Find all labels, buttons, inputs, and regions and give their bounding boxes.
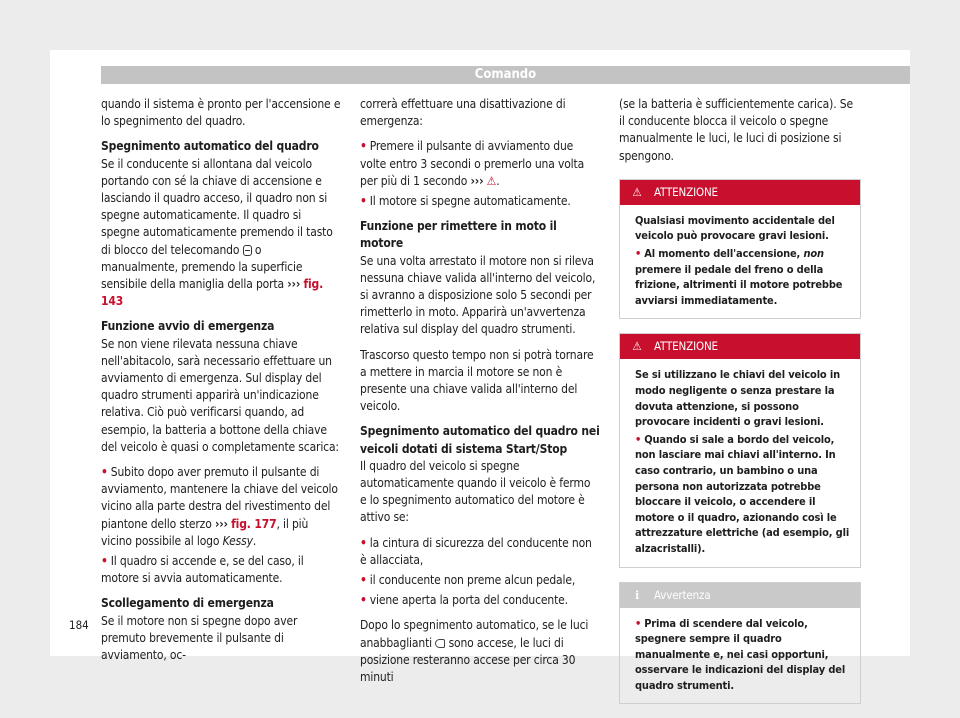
paragraph: Il quadro del veicolo si spegne automaticamente quando il veicolo è fermo e lo spegnimento automatico del motore è attivo se: xyxy=(360,458,591,525)
bullet-icon: • xyxy=(360,194,367,209)
warning-header: ⚠ ATTENZIONE xyxy=(620,180,860,205)
note-body xyxy=(620,608,860,704)
warning-body: Se si utilizzano le chiavi del veicolo in modo negligente o senza prestare la dovuta attenzione, si possono provocare incidenti o gravi lesioni. • Quando si sale a bordo del veicolo, non lasciare mai chiavi all'interno. In caso contrario, un bambino o una persona non autorizzata potrebbe bloccare il veicolo, o accendere il motore o il quadro, azionando così le attrezzature elettriche (ad esempio, gli alzacristalli). xyxy=(635,368,850,555)
heading-emergency-off: Scollegamento di emergenza xyxy=(101,596,274,611)
cross-ref-arrows: ››› xyxy=(470,173,484,188)
note-box xyxy=(619,582,861,705)
paragraph: correrà effettuare una disattivazione di emergenza: xyxy=(360,97,566,129)
section-header: Comando xyxy=(101,66,910,84)
bullet-icon: • xyxy=(360,593,367,608)
warning-header: ⚠ ATTENZIONE xyxy=(620,334,860,359)
figure-link-177[interactable]: fig. 177 xyxy=(231,516,277,531)
low-beam-icon xyxy=(435,639,445,648)
note-header: ℹ Avvertenza xyxy=(620,583,860,608)
paragraph: Dopo lo spegnimento automatico, se le luci anabbaglianti sono accese, le luci di posizione resteranno accese per circa 30 minuti xyxy=(360,618,589,685)
bullet-icon: • xyxy=(635,247,642,260)
bullet-icon: • xyxy=(360,573,367,588)
bullet-item: • il conducente non preme alcun pedale, xyxy=(360,573,576,588)
cross-ref-arrows: ››› xyxy=(287,277,301,292)
bullet-item: • la cintura di sicurezza del conducente non è allacciata, xyxy=(360,535,592,567)
warning-box-1 xyxy=(619,179,861,320)
warning-icon: ⚠ xyxy=(632,184,642,199)
column-2 xyxy=(360,96,600,694)
paragraph: Se una volta arrestato il motore non si rileva nessuna chiave valida all'interno del veicolo, si avranno a disposizione solo 5 secondi per rimetterlo in moto. Apparirà un'avvertenza relativa sul display del quadro strumenti. xyxy=(360,253,596,337)
column-1 xyxy=(101,96,341,672)
bullet-item: • viene aperta la porta del conducente. xyxy=(360,593,568,608)
info-icon: ℹ xyxy=(635,587,639,602)
heading-start-stop: Spegnimento automatico del quadro nei veicoli dotati di sistema Start/Stop xyxy=(360,424,600,456)
bullet-item: • Premere il pulsante di avviamento due volte entro 3 secondi o premerlo una volta per più di 1 secondo ››› ⚠. xyxy=(360,139,585,188)
heading-emergency-start: Funzione avvio di emergenza xyxy=(101,319,275,334)
bullet-item: • Il motore si spegne automaticamente. xyxy=(360,194,571,209)
bullet-icon: • xyxy=(360,535,367,550)
bullet-item: • Subito dopo aver premuto il pulsante di avviamento, mantenere la chiave del veicolo vicino alla parte destra del rivestimento del piantone dello sterzo ››› fig. 177, il più vicino possibile al logo Kessy. xyxy=(101,465,338,548)
remote-lock-icon xyxy=(243,245,252,256)
bullet-icon: • xyxy=(635,432,642,446)
paragraph: Se il motore non si spegne dopo aver premuto brevemente il pulsante di avviamento, oc- xyxy=(101,613,298,663)
paragraph: quando il sistema è pronto per l'accensione e lo spegnimento del quadro. xyxy=(101,97,341,129)
bullet-icon: • xyxy=(101,554,108,569)
heading-restart: Funzione per rimettere in moto il motore xyxy=(360,219,557,251)
paragraph: (se la batteria è sufficientemente carica). Se il conducente blocca il veicolo o spegne manualmente le luci, le luci di posizione si spengono. xyxy=(619,97,853,163)
heading-auto-off: Spegnimento automatico del quadro xyxy=(101,139,319,154)
column-3 xyxy=(619,96,861,718)
bullet-icon: • xyxy=(635,616,642,630)
manual-page xyxy=(50,50,910,692)
bullet-icon: • xyxy=(101,465,108,480)
figure-link-143[interactable]: fig. 143 xyxy=(101,277,324,309)
page-number: 184 xyxy=(69,618,89,632)
cross-ref-arrows: ››› xyxy=(214,516,228,531)
warning-body: Qualsiasi movimento accidentale del veicolo può provocare gravi lesioni. • Al momento dell'accensione, non premere il pedale del freno o della frizione, altrimenti il motore potrebbe avviarsi immediatamente. xyxy=(620,205,860,319)
warning-icon: ⚠ xyxy=(632,339,642,354)
bullet-item: • Prima di scendere dal veicolo, spegnere sempre il quadro manualmente e, nei casi opportuni, osservare le indicazioni del display del quadro strumenti. xyxy=(635,616,846,692)
bullet-item: • Il quadro si accende e, se del caso, il motore si avvia automaticamente. xyxy=(101,554,304,586)
paragraph: Se non viene rilevata nessuna chiave nell'abitacolo, sarà necessario effettuare un avviamento di emergenza. Sul display del quadro strumenti apparirà un'indicazione relativa. Ciò può verificarsi quando, ad esempio, la batteria a bottone della chiave del veicolo è quasi o completamente scarica: xyxy=(101,336,339,454)
warning-box-2 xyxy=(619,333,861,567)
bullet-item: • Al momento dell'accensione, non premere il pedale del freno o della frizione, altrimenti il motore potrebbe avviarsi immediatamente. xyxy=(635,247,843,307)
paragraph: Trascorso questo tempo non si potrà tornare a mettere in marcia il motore se non è presente una chiave valida all'interno del veicolo. xyxy=(360,347,594,414)
bullet-item: • Quando si sale a bordo del veicolo, non lasciare mai chiavi all'interno. In caso contrario, un bambino o una persona non autorizzata potrebbe bloccare il veicolo, o accendere il motore o il quadro, azionando così le attrezzature elettriche (ad esempio, gli alzacristalli). xyxy=(635,432,850,555)
warning-link-icon[interactable]: ⚠ xyxy=(486,173,497,188)
paragraph: Se il conducente si allontana dal veicolo portando con sé la chiave di accensione e lasciando il quadro acceso, il quadro non si spegne automaticamente. Il quadro si spegne automaticamente premendo il tasto di blocco del telecomando o manualmente, premendo la superficie sensibile della maniglia della porta ››› fig. 143 xyxy=(101,156,333,309)
bullet-icon: • xyxy=(360,139,367,154)
